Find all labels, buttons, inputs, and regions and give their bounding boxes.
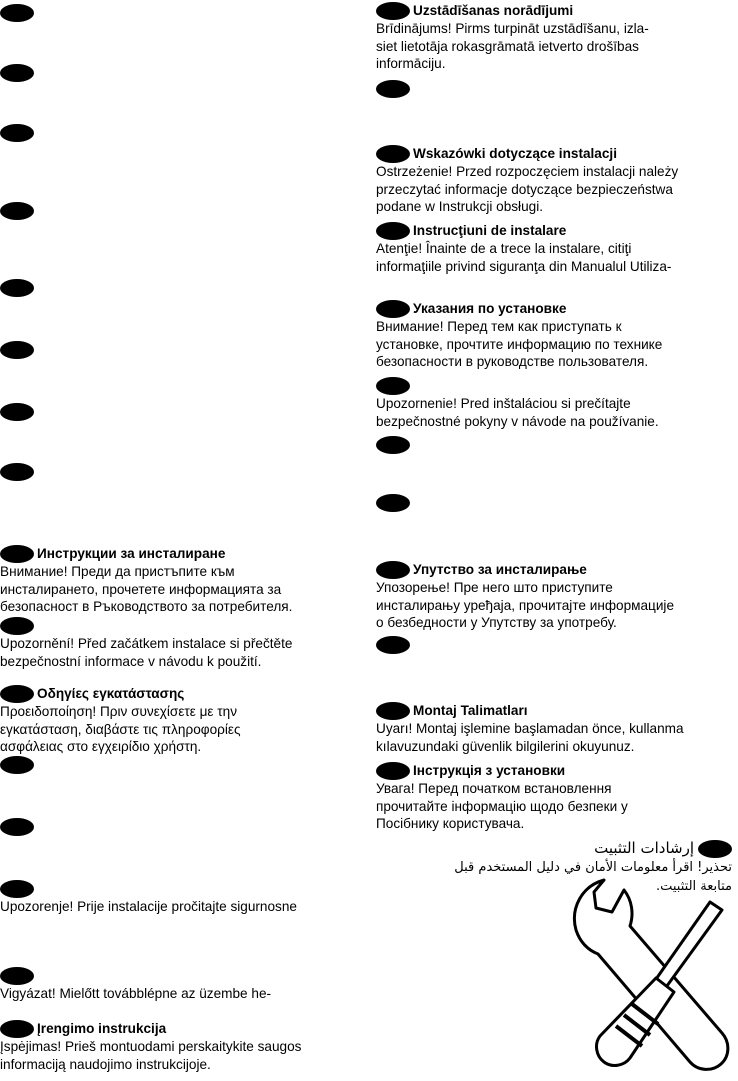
- section-text-line: Посібнику користувача.: [376, 816, 525, 832]
- section-text-line: Upozornenie! Pred inštaláciou si prečítajte: [376, 396, 631, 411]
- section-text-line: инсталирању уређаја, прочитајте информације: [376, 597, 675, 613]
- section-text-line: εγκατάσταση, διαβάστε τις πληροφορίες: [0, 721, 241, 737]
- section-text-line: Ostrzeżenie! Przed rozpoczęciem instalacji należy: [376, 164, 679, 179]
- section-text-line: podane w Instrukcji obsługi.: [376, 199, 543, 215]
- language-marker-icon: [376, 561, 410, 579]
- section-text-line: Įspėjimas! Prieš montuodami perskaitykite saugos: [0, 1039, 302, 1054]
- wrench-screwdriver-icon: [560, 872, 738, 1081]
- section-text-line: Увага! Перед початком встановлення: [376, 781, 612, 796]
- language-marker-icon: [0, 463, 34, 481]
- section-text-line: bezpečnostné pokyny v návode na používanie.: [376, 413, 659, 429]
- section-text-line: Προειδοποίηση! Πριν συνεχίσετε με την: [0, 704, 237, 719]
- language-marker-icon: [376, 80, 410, 98]
- section-right-2: [376, 145, 738, 216]
- section-text-line: siet lietotāja rokasgrāmatā ietverto drošības: [376, 38, 639, 54]
- section-right-4: [376, 300, 738, 371]
- section-text-line: informaciją naudojimo instrukcijoje.: [0, 1056, 211, 1072]
- section-right-0: [376, 2, 738, 73]
- language-marker-icon: [376, 494, 410, 512]
- section-left-0: [0, 545, 360, 616]
- language-marker-icon: [376, 377, 410, 395]
- language-marker-icon: [0, 617, 34, 635]
- section-right-6: [376, 436, 738, 454]
- section-title: Οδηγίες εγκατάστασης: [37, 686, 185, 702]
- section-left-2: [0, 685, 360, 756]
- language-marker-icon: [376, 636, 410, 654]
- section-right-11: [376, 762, 738, 833]
- section-text-line: informaţiile privind siguranţa din Manualul Utiliza-: [376, 258, 672, 274]
- section-text-line: Внимание! Преди да пристъпите към: [0, 564, 235, 579]
- language-marker-icon: [376, 702, 410, 720]
- section-title: Указания по установке: [413, 301, 567, 317]
- section-left-4: [0, 818, 360, 836]
- language-marker-icon: [0, 818, 34, 836]
- section-text-line: Upozornění! Před začátkem instalace si přečtěte: [0, 636, 293, 651]
- section-right-9: [376, 636, 738, 654]
- section-text-line: kılavuzundaki güvenlik bilgilerini okuyunuz.: [376, 738, 635, 754]
- language-marker-icon: [0, 545, 34, 563]
- section-left-1: [0, 617, 360, 670]
- section-right-3: [376, 222, 738, 275]
- section-title: Įrengimo instrukcija: [37, 1021, 167, 1037]
- language-marker-icon: [0, 880, 34, 898]
- section-text-line: прочитайте інформацію щодо безпеки у: [376, 798, 628, 814]
- language-marker-icon: [376, 300, 410, 318]
- section-text-line: инсталирането, прочетете информацията за: [0, 581, 282, 597]
- section-text-line: Упозорење! Пре него што приступите: [376, 580, 613, 595]
- language-marker-icon: [0, 202, 34, 220]
- section-title: Montaj Talimatları: [413, 703, 528, 719]
- language-marker-icon: [376, 2, 410, 20]
- section-text-line: Atenţie! Înainte de a trece la instalare, citiţi: [376, 241, 632, 256]
- section-title: Інструкція з установки: [413, 763, 566, 779]
- section-text-line: informāciju.: [376, 56, 446, 72]
- section-text-line: تحذير! اقرأ معلومات الأمان في دليل المستخدم قبل: [454, 860, 732, 875]
- section-right-8: [376, 561, 738, 632]
- section-left-3: [0, 756, 360, 774]
- section-left-6: [0, 967, 360, 1003]
- section-title: Инструкции за инсталиране: [37, 546, 226, 562]
- section-right-1: [376, 80, 738, 98]
- section-title: Instrucţiuni de instalare: [413, 223, 567, 239]
- section-text-line: ασφάλειας στο εγχειρίδιο χρήστη.: [0, 739, 202, 755]
- section-text-line: безопасности в руководстве пользователя.: [376, 354, 649, 370]
- language-marker-icon: [0, 403, 34, 421]
- language-marker-icon: [0, 967, 34, 985]
- section-text-line: متابعة التثبيت.: [655, 879, 732, 894]
- language-marker-icon: [0, 1020, 34, 1038]
- section-title: إرشادات التثبيت: [594, 839, 694, 858]
- section-text-line: Vigyázat! Mielőtt továbblépne az üzembe he-: [0, 986, 272, 1001]
- section-text-line: bezpečnostní informace v návodu k použití.: [0, 653, 262, 669]
- language-marker-icon: [0, 4, 34, 22]
- section-left-5: [0, 880, 360, 916]
- section-text-line: Upozorenje! Prije instalacije pročitajte sigurnosne: [0, 899, 297, 914]
- section-text-line: przeczytać informacje dotyczące bezpieczeństwa: [376, 181, 673, 197]
- language-marker-icon: [0, 124, 34, 142]
- language-marker-icon: [376, 436, 410, 454]
- section-left-7: [0, 1020, 360, 1073]
- section-text-line: Uyarı! Montaj işlemine başlamadan önce, kullanma: [376, 721, 684, 736]
- language-marker-icon: [0, 64, 34, 82]
- language-marker-icon: [0, 341, 34, 359]
- language-marker-icon: [0, 756, 34, 774]
- language-marker-icon: [0, 279, 34, 297]
- section-title: Uzstādīšanas norādījumi: [413, 3, 574, 19]
- language-marker-icon: [376, 145, 410, 163]
- section-title: Wskazówki dotyczące instalacji: [413, 146, 617, 162]
- section-text-line: о безбедности у Упутству за употребу.: [376, 615, 617, 631]
- section-text-line: Внимание! Перед тем как приступать к: [376, 319, 622, 334]
- language-marker-icon: [0, 685, 34, 703]
- language-marker-icon: [376, 222, 410, 240]
- section-text-line: Brīdinājums! Pirms turpināt uzstādīšanu, izla-: [376, 21, 649, 36]
- section-text-line: установке, прочтите информацию по технике: [376, 336, 663, 352]
- section-title: Упутство за инсталирање: [413, 562, 587, 578]
- language-marker-icon: [376, 762, 410, 780]
- section-right-5: [376, 377, 738, 430]
- section-text-line: безопасност в Ръководството за потребителя.: [0, 599, 293, 615]
- section-right-7: [376, 494, 738, 512]
- section-right-10: [376, 702, 738, 755]
- language-marker-icon: [698, 840, 732, 858]
